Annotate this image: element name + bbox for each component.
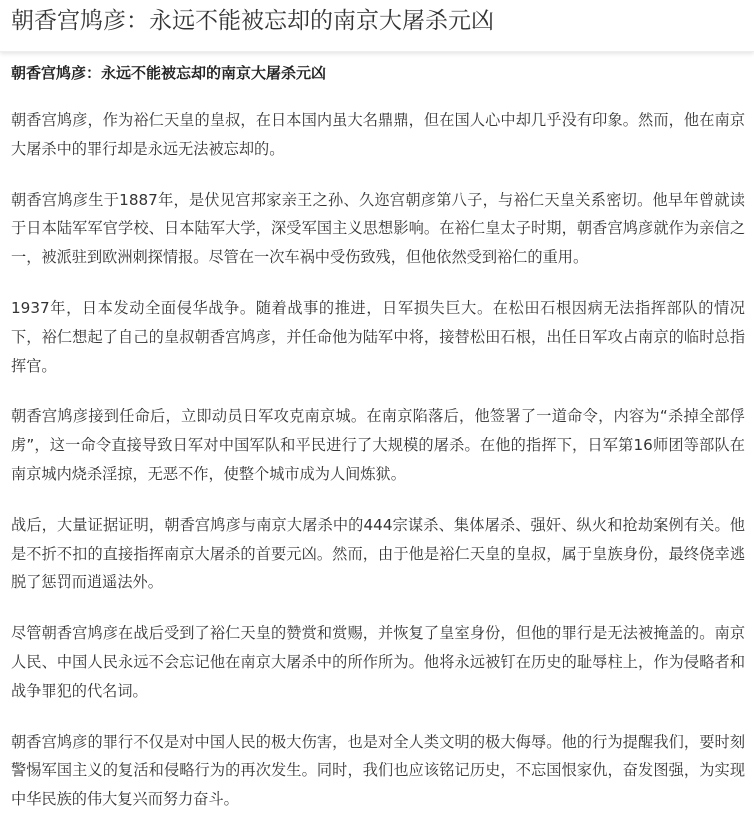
paragraph: 尽管朝香宫鸠彦在战后受到了裕仁天皇的赞赏和赏赐，并恢复了皇室身份，但他的罪行是无法被掩盖的。南京人民、中国人民永远不会忘记他在南京大屠杀中的所作所为。他将永远被钉在历史的耻辱柱上，作为侵略者和战争罪犯的代名词。	[11, 624, 745, 700]
paragraph: 朝香宫鸠彦接到任命后，立即动员日军攻克南京城。在南京陷落后，他签署了一道命令，内容为“杀掉全部俘虏”，这一命令直接导致日军对中国军队和平民进行了大规模的屠杀。在他的指挥下，日军第16师团等部队在南京城内烧杀淫掠，无恶不作，使整个城市成为人间炼狱。	[11, 407, 745, 483]
article-heading: 朝香宫鸠彦：永远不能被忘却的南京大屠杀元凶	[11, 64, 327, 82]
paragraph: 战后，大量证据证明，朝香宫鸠彦与南京大屠杀中的444宗谋杀、集体屠杀、强奸、纵火和抢劫案例有关。他是不折不扣的直接指挥南京大屠杀的首要元凶。然而，由于他是裕仁天皇的皇叔，属于皇族身份，最终侥幸逃脱了惩罚而逍遥法外。	[11, 515, 745, 592]
paragraph: 1937年，日本发动全面侵华战争。随着战事的推进，日军损失巨大。在松田石根因病无法指挥部队的情况下，裕仁想起了自己的皇叔朝香宫鸠彦，并任命他为陆军中将，接替松田石根，出任日军攻占南京的临时总指挥官。	[11, 298, 745, 375]
title-bar	[0, 0, 754, 52]
article-body	[0, 52, 745, 814]
paragraph: 朝香宫鸠彦，作为裕仁天皇的皇叔，在日本国内虽大名鼎鼎，但在国人心中却几乎没有印象。然而，他在南京大屠杀中的罪行却是永远无法被忘却的。	[11, 111, 745, 158]
page-title: 朝香宫鸠彦：永远不能被忘却的南京大屠杀元凶	[11, 8, 494, 34]
paragraph: 朝香宫鸠彦的罪行不仅是对中国人民的极大伤害，也是对全人类文明的极大侮辱。他的行为提醒我们，要时刻警惕军国主义的复活和侵略行为的再次发生。同时，我们也应该铭记历史，不忘国恨家仇，奋发图强，为实现中华民族的伟大复兴而努力奋斗。	[11, 732, 745, 809]
paragraph: 朝香宫鸠彦生于1887年，是伏见宫邦家亲王之孙、久迩宫朝彦第八子，与裕仁天皇关系密切。他早年曾就读于日本陆军军官学校、日本陆军大学，深受军国主义思想影响。在裕仁皇太子时期，朝香宫鸠彦就作为亲信之一，被派驻到欧洲刺探情报。尽管在一次车祸中受伤致残，但他依然受到裕仁的重用。	[11, 190, 745, 267]
